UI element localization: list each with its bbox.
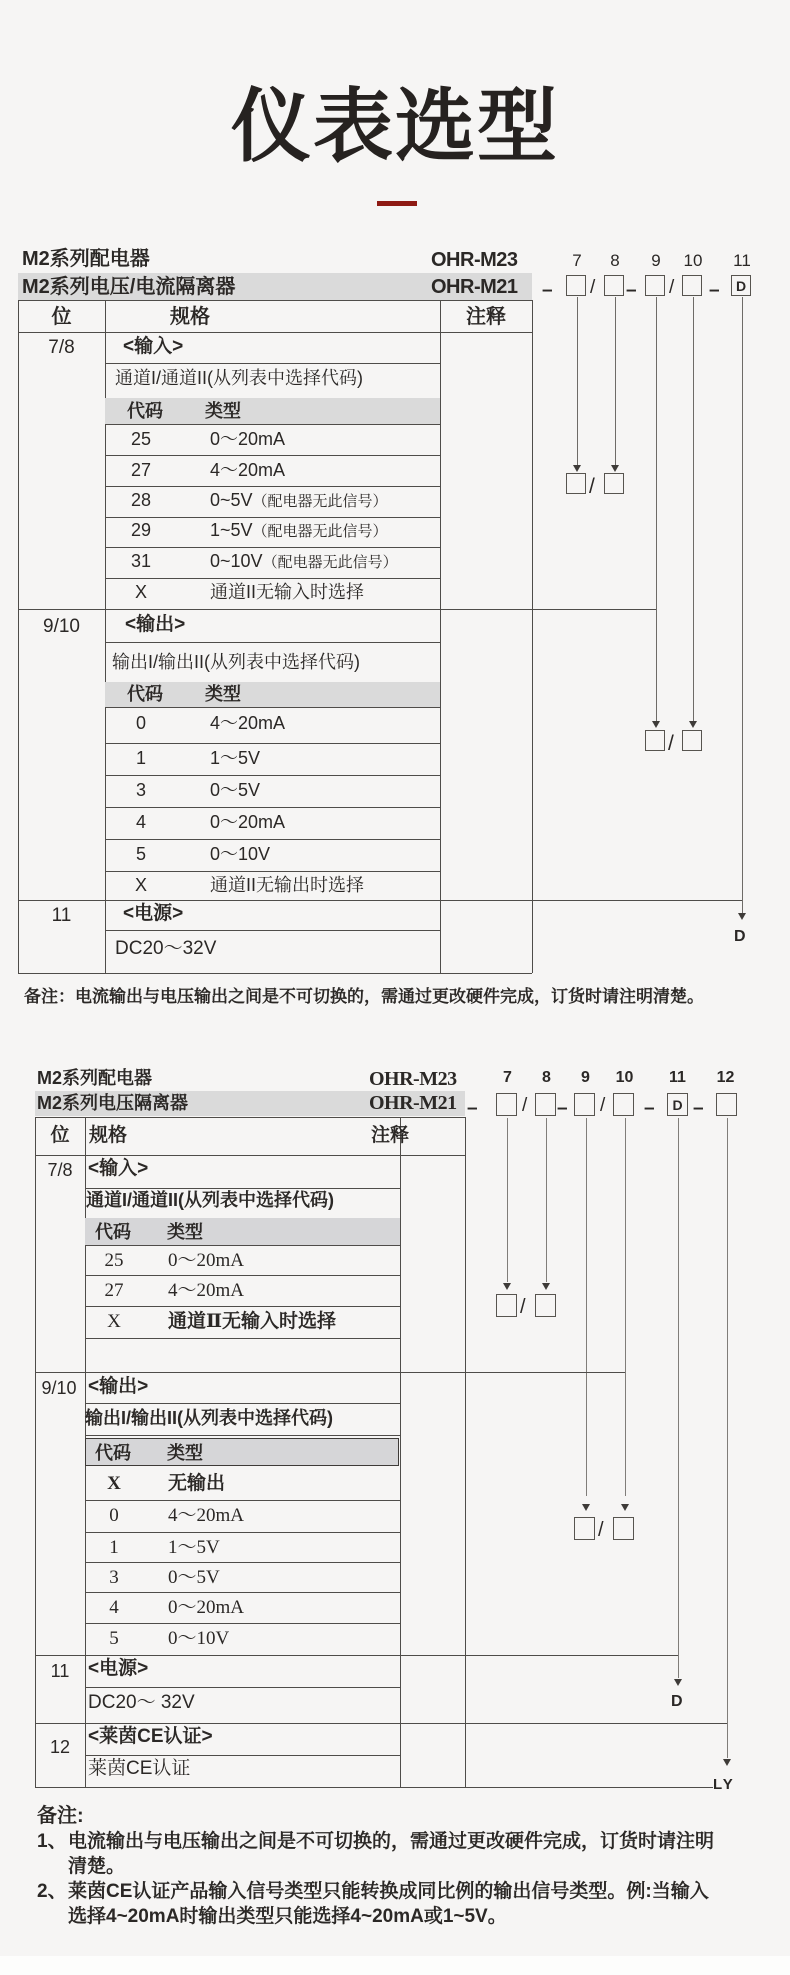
code-cell: X: [134, 582, 147, 602]
code-box-12: [716, 1093, 737, 1116]
type-cell: 1～5V: [168, 1537, 220, 1558]
table-border: [35, 1117, 465, 1118]
row-divider: [105, 775, 440, 776]
row-divider: [105, 486, 440, 487]
slash-separator: /: [522, 1095, 528, 1116]
drop-line-7: [577, 297, 578, 465]
code-cell: 3: [135, 780, 146, 800]
section-title: <莱茵CE认证>: [88, 1726, 213, 1747]
dash-separator: –: [693, 1098, 704, 1119]
code-type-header-band-bordered: [85, 1438, 399, 1466]
section-title: <电源>: [88, 1658, 149, 1679]
type-cell: 通道II无输入时选择: [210, 582, 365, 602]
type-cell: 通道Ⅱ无输入时选择: [168, 1311, 337, 1332]
col-header-spec: 规格: [89, 1125, 128, 1146]
sec2-pos-11: 11: [669, 1069, 686, 1086]
code-cell: 4: [109, 1597, 119, 1618]
sec2-power-code-label: D: [671, 1693, 683, 1710]
type-cell: [210, 551, 398, 572]
arrow-down-icon: [621, 1504, 629, 1511]
sec2-pos-12: 12: [716, 1069, 735, 1086]
col-header-note: 注释: [466, 306, 506, 328]
drop-line-12: [727, 1118, 728, 1758]
dash-separator: –: [557, 1098, 568, 1119]
row-divider: [105, 424, 440, 425]
section-subtitle: 通道I/通道II(从列表中选择代码): [115, 368, 363, 388]
power-value: DC20～ 32V: [88, 1692, 195, 1713]
code-col-label: 代码: [95, 1222, 131, 1242]
sec1-input-callout-box-1: [566, 473, 586, 494]
code-cell: 1: [135, 748, 146, 768]
slash-separator: /: [600, 1095, 606, 1116]
type-text: 4～20mA: [210, 460, 286, 480]
sec1-product-line1: M2系列配电器: [22, 248, 150, 270]
code-box-8: [535, 1093, 556, 1116]
code-box-11-value: D: [735, 277, 747, 294]
col-header-pos: 位: [51, 306, 72, 328]
sec1-model-ohr-m21: OHR-M21: [431, 276, 518, 298]
slash-separator: /: [669, 277, 675, 298]
row-divider: [105, 455, 440, 456]
type-cell: 0～5V: [168, 1567, 220, 1588]
type-cell: [210, 460, 285, 481]
type-col-label: 类型: [167, 1443, 203, 1463]
type-cell: 0～10V: [210, 844, 271, 864]
code-cell: X: [134, 875, 147, 895]
arrow-down-icon: [582, 1504, 590, 1511]
ce-value: 莱茵CE认证: [88, 1758, 191, 1779]
type-cell: 无输出: [168, 1473, 226, 1494]
row-divider: [105, 642, 440, 643]
row-divider: [85, 1755, 400, 1756]
section-divider: [35, 1655, 678, 1656]
code-cell: 27: [130, 460, 152, 480]
slash-separator: /: [590, 277, 596, 298]
sec2-output-callout-box-1: [574, 1517, 595, 1540]
sec1-pos-10: 10: [683, 251, 703, 270]
arrow-down-icon: [674, 1679, 682, 1686]
section-divider: [18, 900, 742, 901]
sec1-product-line2: M2系列电压/电流隔离器: [22, 276, 236, 298]
arrow-down-icon: [503, 1283, 511, 1290]
table-border: [18, 973, 532, 974]
sec2-input-callout-box-1: [496, 1294, 517, 1317]
sec1-power-code-label: D: [734, 928, 746, 945]
sec1-pos-11: 11: [733, 251, 751, 270]
row-divider: [85, 1245, 400, 1246]
code-box-7: [566, 275, 586, 296]
row-divider: [105, 707, 440, 708]
arrow-down-icon: [611, 465, 619, 472]
sec2-product-line2: M2系列电压隔离器: [37, 1093, 189, 1113]
sec2-pos-10: 10: [615, 1069, 634, 1086]
drop-line-10: [625, 1118, 626, 1496]
sec2-model-ohr-m23: OHR-M23: [369, 1068, 457, 1090]
code-box-8: [604, 275, 624, 296]
sec2-product-line1: M2系列配电器: [37, 1068, 153, 1088]
dash-separator: –: [467, 1098, 478, 1119]
row-divider: [105, 517, 440, 518]
section-title: <输出>: [125, 614, 186, 635]
arrow-down-icon: [542, 1283, 550, 1290]
type-cell: 4～20mA: [210, 713, 286, 733]
type-cell: [210, 520, 388, 541]
sec1-output-callout-box-2: [682, 730, 702, 751]
code-box-10: [682, 275, 702, 296]
type-cell: [210, 490, 388, 511]
type-col-label: 类型: [205, 684, 241, 704]
code-box-10: [613, 1093, 634, 1116]
table-border: [35, 1117, 36, 1787]
pos-cell: 7/8: [47, 1160, 73, 1180]
code-box-7: [496, 1093, 517, 1116]
type-cell: 通道II无输出时选择: [210, 875, 365, 895]
row-divider: [105, 547, 440, 548]
code-col-label: 代码: [127, 401, 163, 421]
arrow-down-icon: [689, 721, 697, 728]
row-divider: [85, 1275, 400, 1276]
type-text: 0~10V: [210, 551, 263, 571]
table-border: [18, 332, 532, 333]
pos-cell: 7/8: [48, 337, 75, 358]
note-item-number: 2、: [37, 1881, 67, 1902]
code-col-label: 代码: [95, 1443, 131, 1463]
section-subtitle: 输出I/输出II(从列表中选择代码): [112, 652, 360, 672]
type-col-label: 类型: [167, 1222, 203, 1242]
code-cell: 1: [109, 1537, 119, 1558]
type-cell: 0～10V: [168, 1628, 230, 1649]
slash-separator: /: [598, 1519, 604, 1541]
code-cell: 25: [130, 429, 152, 449]
section-subtitle: 输出I/输出II(从列表中选择代码): [85, 1408, 333, 1428]
section-divider: [35, 1723, 727, 1724]
code-type-header-band: [85, 1218, 400, 1245]
code-box-9: [574, 1093, 595, 1116]
row-divider: [85, 1500, 400, 1501]
code-cell: 3: [109, 1567, 119, 1588]
code-cell: X: [107, 1473, 121, 1494]
sec1-pos-7: 7: [572, 251, 582, 270]
drop-line-9: [656, 297, 657, 721]
page-title: 仪表选型: [231, 82, 559, 171]
col-header-spec: 规格: [170, 306, 210, 328]
type-note: （配电器无此信号）: [252, 523, 388, 540]
dash-separator: –: [644, 1098, 655, 1119]
drop-line-9: [586, 1118, 587, 1496]
code-cell: 0: [135, 713, 146, 733]
code-col-label: 代码: [127, 684, 163, 704]
drop-line-7: [507, 1118, 508, 1282]
drop-line-8: [615, 297, 616, 465]
notes-header: 备注:: [37, 1805, 84, 1827]
table-border: [35, 1787, 713, 1788]
row-divider: [85, 1562, 400, 1563]
pos-cell: 12: [49, 1737, 71, 1757]
note-item-line: 清楚。: [68, 1856, 126, 1877]
row-divider: [85, 1188, 400, 1189]
sec1-pos-9: 9: [651, 251, 661, 270]
section-subtitle: 通道I/通道II(从列表中选择代码): [86, 1190, 334, 1210]
slash-separator: /: [589, 475, 595, 498]
row-divider: [105, 807, 440, 808]
section-divider: [18, 609, 656, 610]
pos-cell: 9/10: [41, 1378, 77, 1398]
row-divider: [85, 1687, 400, 1688]
code-box-11-d: [731, 275, 751, 296]
sec2-pos-9: 9: [581, 1069, 590, 1086]
sec2-ce-code-label: LY: [713, 1776, 735, 1793]
arrow-down-icon: [738, 913, 746, 920]
code-cell: 31: [130, 551, 152, 571]
slash-separator: /: [668, 732, 674, 755]
pos-cell: 9/10: [43, 616, 80, 637]
table-border: [400, 1117, 401, 1787]
code-box-11-value: D: [672, 1096, 683, 1113]
sec1-note: 备注：电流输出与电压输出之间是不可切换的，需通过更改硬件完成，订货时请注明清楚。: [24, 987, 704, 1006]
type-cell: [210, 429, 285, 450]
row-divider: [85, 1338, 400, 1339]
table-border: [532, 300, 533, 973]
section-title: <输出>: [88, 1376, 149, 1397]
col-header-note: 注释: [371, 1125, 410, 1146]
col-header-pos: 位: [50, 1125, 70, 1146]
drop-line-10: [693, 297, 694, 721]
drop-line-8: [546, 1118, 547, 1282]
sec2-input-callout-box-2: [535, 1294, 556, 1317]
row-divider: [105, 839, 440, 840]
code-cell: 4: [135, 812, 146, 832]
row-divider: [105, 871, 440, 872]
type-cell: 0～20mA: [168, 1250, 245, 1271]
type-text: 0～20mA: [210, 429, 286, 449]
type-note: （配电器无此信号）: [252, 493, 388, 510]
type-note: （配电器无此信号）: [262, 554, 398, 571]
sec2-pos-7: 7: [503, 1069, 512, 1086]
sec1-output-callout-box-1: [645, 730, 665, 751]
slash-separator: /: [520, 1296, 526, 1318]
table-border: [35, 1155, 465, 1156]
code-box-11-d: [667, 1093, 688, 1116]
type-col-label: 类型: [205, 401, 241, 421]
pos-cell: 11: [50, 1661, 70, 1681]
table-border: [18, 300, 532, 301]
title-accent-dash: [377, 201, 417, 206]
dash-separator: –: [626, 280, 637, 301]
row-divider: [85, 1435, 400, 1436]
row-divider: [85, 1532, 400, 1533]
dash-separator: –: [709, 280, 720, 301]
sec2-pos-8: 8: [542, 1069, 551, 1086]
row-divider: [105, 743, 440, 744]
code-box-9: [645, 275, 665, 296]
code-cell: 25: [104, 1250, 124, 1271]
section-divider: [35, 1372, 625, 1373]
arrow-down-icon: [723, 1759, 731, 1766]
type-cell: 0～5V: [210, 780, 261, 800]
dash-separator: –: [542, 280, 553, 301]
arrow-down-icon: [573, 465, 581, 472]
row-divider: [85, 1592, 400, 1593]
type-cell: 4～20mA: [168, 1505, 245, 1526]
section-title: <输入>: [123, 336, 184, 357]
type-text: 1~5V: [210, 520, 253, 540]
arrow-down-icon: [652, 721, 660, 728]
code-cell: 28: [130, 490, 152, 510]
code-cell: 5: [109, 1628, 119, 1649]
power-value: DC20～32V: [115, 938, 217, 959]
section-title: <电源>: [123, 903, 184, 924]
row-divider: [85, 1306, 400, 1307]
row-divider: [105, 578, 440, 579]
drop-line-11: [742, 297, 743, 913]
code-cell: 5: [135, 844, 146, 864]
row-divider: [105, 930, 440, 931]
drop-line-11: [678, 1118, 679, 1678]
sec2-output-callout-box-2: [613, 1517, 634, 1540]
code-cell: X: [107, 1311, 121, 1332]
table-border: [440, 300, 441, 973]
note-item-line: 莱茵CE认证产品输入信号类型只能转换成同比例的输出信号类型。例:当输入: [68, 1881, 709, 1902]
page-bottom-strip: [0, 1956, 790, 1975]
type-cell: 4～20mA: [168, 1280, 245, 1301]
type-cell: 1～5V: [210, 748, 261, 768]
sec1-pos-8: 8: [610, 251, 620, 270]
section-title: <输入>: [88, 1158, 149, 1179]
row-divider: [85, 1623, 400, 1624]
pos-cell: 11: [51, 905, 72, 926]
type-cell: 0～20mA: [168, 1597, 245, 1618]
row-divider: [85, 1403, 400, 1404]
row-divider: [105, 363, 440, 364]
note-item-line: 选择4~20mA时输出类型只能选择4~20mA或1~5V。: [68, 1906, 507, 1927]
code-cell: 0: [109, 1505, 119, 1526]
sec2-model-ohr-m21: OHR-M21: [369, 1092, 457, 1114]
table-border: [465, 1117, 466, 1787]
code-cell: 29: [130, 520, 152, 540]
type-cell: 0～20mA: [210, 812, 286, 832]
sec1-model-ohr-m23: OHR-M23: [431, 249, 518, 271]
code-cell: 27: [104, 1280, 124, 1301]
note-item-number: 1、: [37, 1831, 67, 1852]
type-text: 0~5V: [210, 490, 253, 510]
sec1-input-callout-box-2: [604, 473, 624, 494]
note-item-line: 电流输出与电压输出之间是不可切换的，需通过更改硬件完成，订货时请注明: [68, 1831, 715, 1852]
